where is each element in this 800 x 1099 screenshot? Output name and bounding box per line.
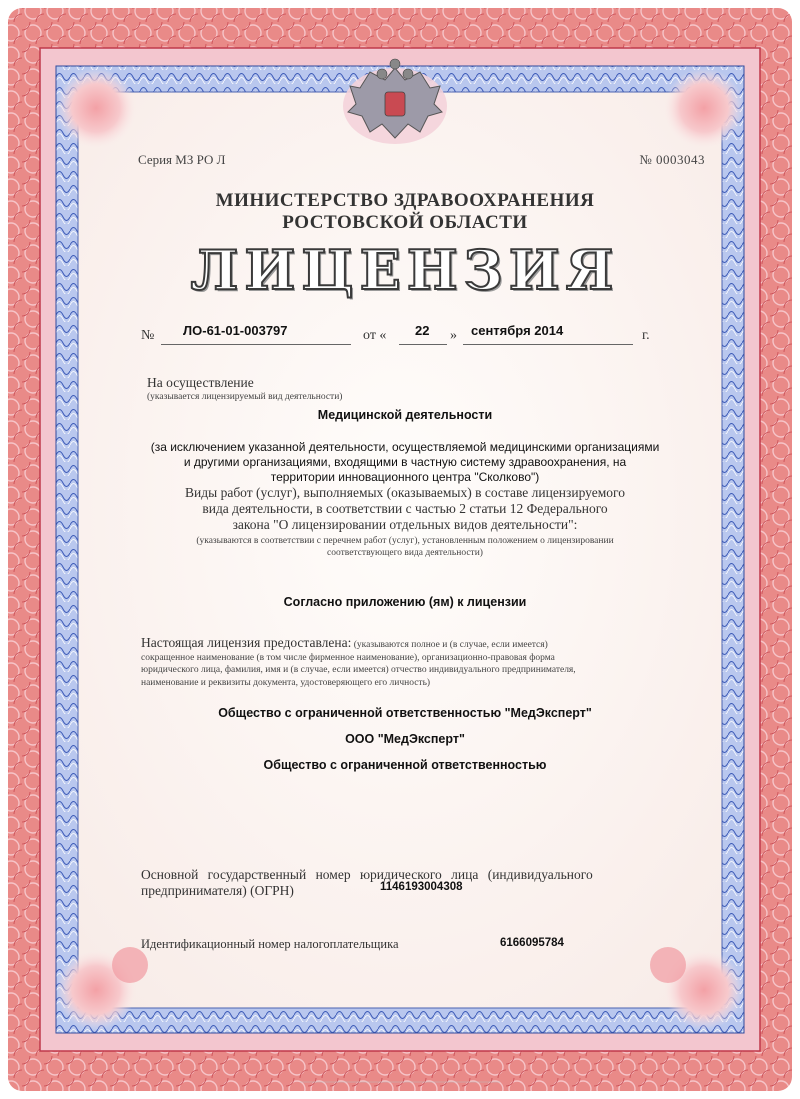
holder-hint-line: юридического лица, фамилия, имя и (в случае, если имеется) отчество индивидуального предпринимателя, [141, 665, 576, 675]
license-day: 22 [415, 323, 430, 338]
activity-exclusion [95, 440, 715, 485]
holder-hint [141, 637, 715, 689]
activity-label: На осуществление [147, 375, 254, 390]
exclusion-line: территории инновационного центра "Сколково") [270, 470, 540, 484]
holder-intro-block [141, 637, 715, 689]
ogrn-value: 1146193004308 [380, 881, 463, 893]
activity-hint: (указывается лицензируемый вид деятельности) [147, 392, 343, 402]
month-underline [463, 344, 633, 345]
exclusion-line: и другими организациями, входящими в частную систему здравоохранения, на [183, 455, 627, 469]
document-body [95, 140, 715, 990]
year-suffix: г. [642, 328, 650, 343]
ministry-name-line1: МИНИСТЕРСТВО ЗДРАВООХРАНЕНИЯ [215, 190, 595, 211]
holder-hint-line: сокращенное наименование (в том числе фирменное наименование), организационно-правовая форма [141, 652, 555, 663]
activity-value: Медицинской деятельности [317, 408, 493, 422]
series-label: Серия МЗ РО Л [138, 152, 226, 167]
ogrn-label-line1: Основной государственный номер юридического лица (индивидуального [141, 867, 593, 882]
works-value: Согласно приложению (ям) к лицензии [283, 595, 527, 609]
works-hint-line: соответствующего вида деятельности) [327, 548, 483, 558]
coat-of-arms-emblem [340, 58, 450, 146]
ministry-name-line2: РОСТОВСКОЙ ОБЛАСТИ [282, 212, 528, 233]
works-line: вида деятельности, в соответствии с частью 2 статьи 12 Федерального [202, 501, 608, 516]
date-close-quote: » [450, 328, 457, 343]
ogrn-label-line2: предпринимателя) (ОГРН) [141, 883, 294, 898]
holder-full-name: Общество с ограниченной ответственностью "МедЭксперт" [218, 706, 592, 720]
license-month-year: сентября 2014 [471, 323, 564, 338]
holder-hint-line: наименование и реквизиты документа, удостоверяющего его личность) [141, 677, 431, 688]
works-paragraph [95, 485, 715, 533]
holder-hint-line: (указываются полное и (в случае, если имеется) [353, 640, 548, 650]
blank-number: № 0003043 [639, 152, 705, 167]
exclusion-line: (за исключением указанной деятельности, осуществляемой медицинскими организациями [150, 440, 660, 454]
date-from-label: от « [363, 328, 387, 343]
license-number-underline [161, 344, 351, 345]
works-hint-line: (указываются в соответствии с перечнем работ (услуг), установленным положением о лицензировании [196, 536, 614, 546]
holder-legal-form: Общество с ограниченной ответственностью [263, 758, 547, 772]
works-hint [95, 535, 715, 559]
holder-short-name: ООО "МедЭксперт" [345, 732, 465, 746]
day-underline [399, 344, 447, 345]
works-line: закона "О лицензировании отдельных видов деятельности": [232, 517, 578, 532]
holder-intro: Настоящая лицензия предоставлена: [141, 635, 352, 650]
inn-label: Идентификационный номер налогоплательщика [141, 937, 399, 951]
license-number-label: № [141, 328, 155, 343]
works-line: Виды работ (услуг), выполняемых (оказываемых) в составе лицензируемого [185, 485, 625, 500]
inn-value: 6166095784 [500, 937, 564, 949]
document-title: ЛИЦЕНЗИЯ [190, 238, 620, 302]
license-number: ЛО-61-01-003797 [183, 323, 288, 338]
